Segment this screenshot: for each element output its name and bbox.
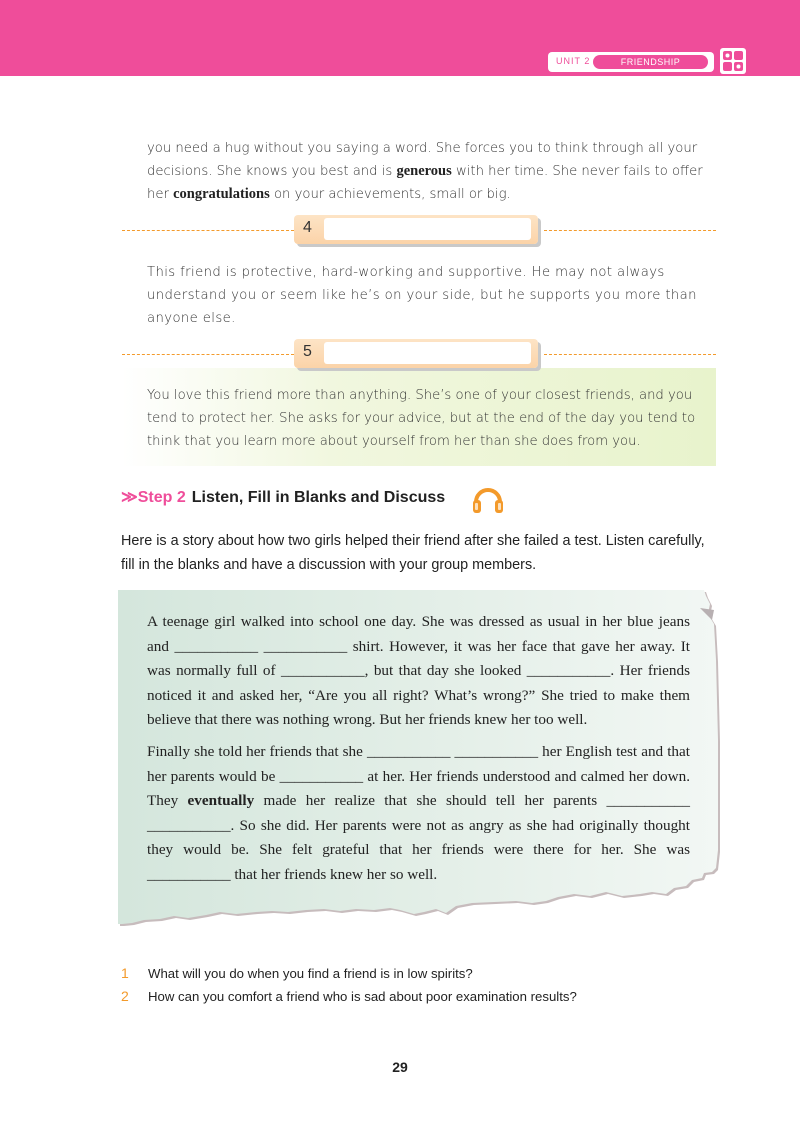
question-text: How can you comfort a friend who is sad about poor examination results? [148,989,577,1004]
bold-word-congratulations: congratulations [173,186,270,202]
page-number: 29 [392,1059,408,1075]
double-arrow-icon: ≫ [121,489,138,506]
dashed-divider [122,230,294,231]
dashed-divider [544,230,716,231]
unit-title: FRIENDSHIP [593,55,708,69]
story-paragraph-1: A teenage girl walked into school one day. She was dressed as usual in her blue jeans and ___________ ___________ shirt. However, it was her face that gave her away. It was normally full of ___________, but that day she looked ___________. Her friends noticed it and asked her, “Are you all right? What’s wrong?” She tried to make them believe that there was nothing wrong. But her friends knew her too well. [147,613,690,728]
story-paragraph-2: Finally she told her friends that she ___________ ___________ her English test and that her parents would be ___________ at her. Her friends understood and calmed her down. They eventually made her realize that she should tell her parents ___________ ___________. So she did. Her parents were not as angry as she had originally thought they would be. She felt grateful that her friends were there for her. She was ___________ that her friends knew her so well. [147,743,690,883]
answer-input-5[interactable] [324,342,531,364]
question-number: 1 [121,965,129,981]
bold-word-generous: generous [396,163,452,179]
question-number: 2 [121,988,129,1004]
dashed-divider [544,354,716,355]
step-title: Listen, Fill in Blanks and Discuss [191,489,446,506]
step-label: Step 2 [137,489,186,506]
answer-box-4 [294,215,538,244]
answer-box-5 [294,339,538,368]
headphones-icon [470,480,506,516]
reading-paragraph-5: You love this friend more than anything. She’s one of your closest friends, and you tend to protect her. She asks for your advice, but at the end of the day you tend to think that you learn more about yourself from her than she does from you. [147,388,696,449]
bold-word-eventually: eventually [187,792,255,809]
unit-label: UNIT 2 [556,56,591,66]
dashed-divider [122,354,294,355]
answer-box-number: 5 [303,343,312,360]
step-heading [121,487,445,507]
answer-box-number: 4 [303,219,312,236]
reading-paragraph-4: This friend is protective, hard-working and supportive. He may not always understand you or seem like he’s on your side, but he supports you more than anyone else. [147,265,697,326]
unit-logo-icon [720,48,746,74]
answer-input-4[interactable] [324,218,531,240]
step-intro: Here is a story about how two girls helped their friend after she failed a test. Listen carefully, fill in the blanks and have a discussion with your group members. [121,533,705,573]
question-text: What will you do when you find a friend is in low spirits? [148,966,473,981]
reading-paragraph-top: you need a hug without you saying a word. She forces you to think through all your decisions. She knows you best and is generous with her time. She never fails to offer her congratulations on your achievements, small or big. [147,141,703,202]
